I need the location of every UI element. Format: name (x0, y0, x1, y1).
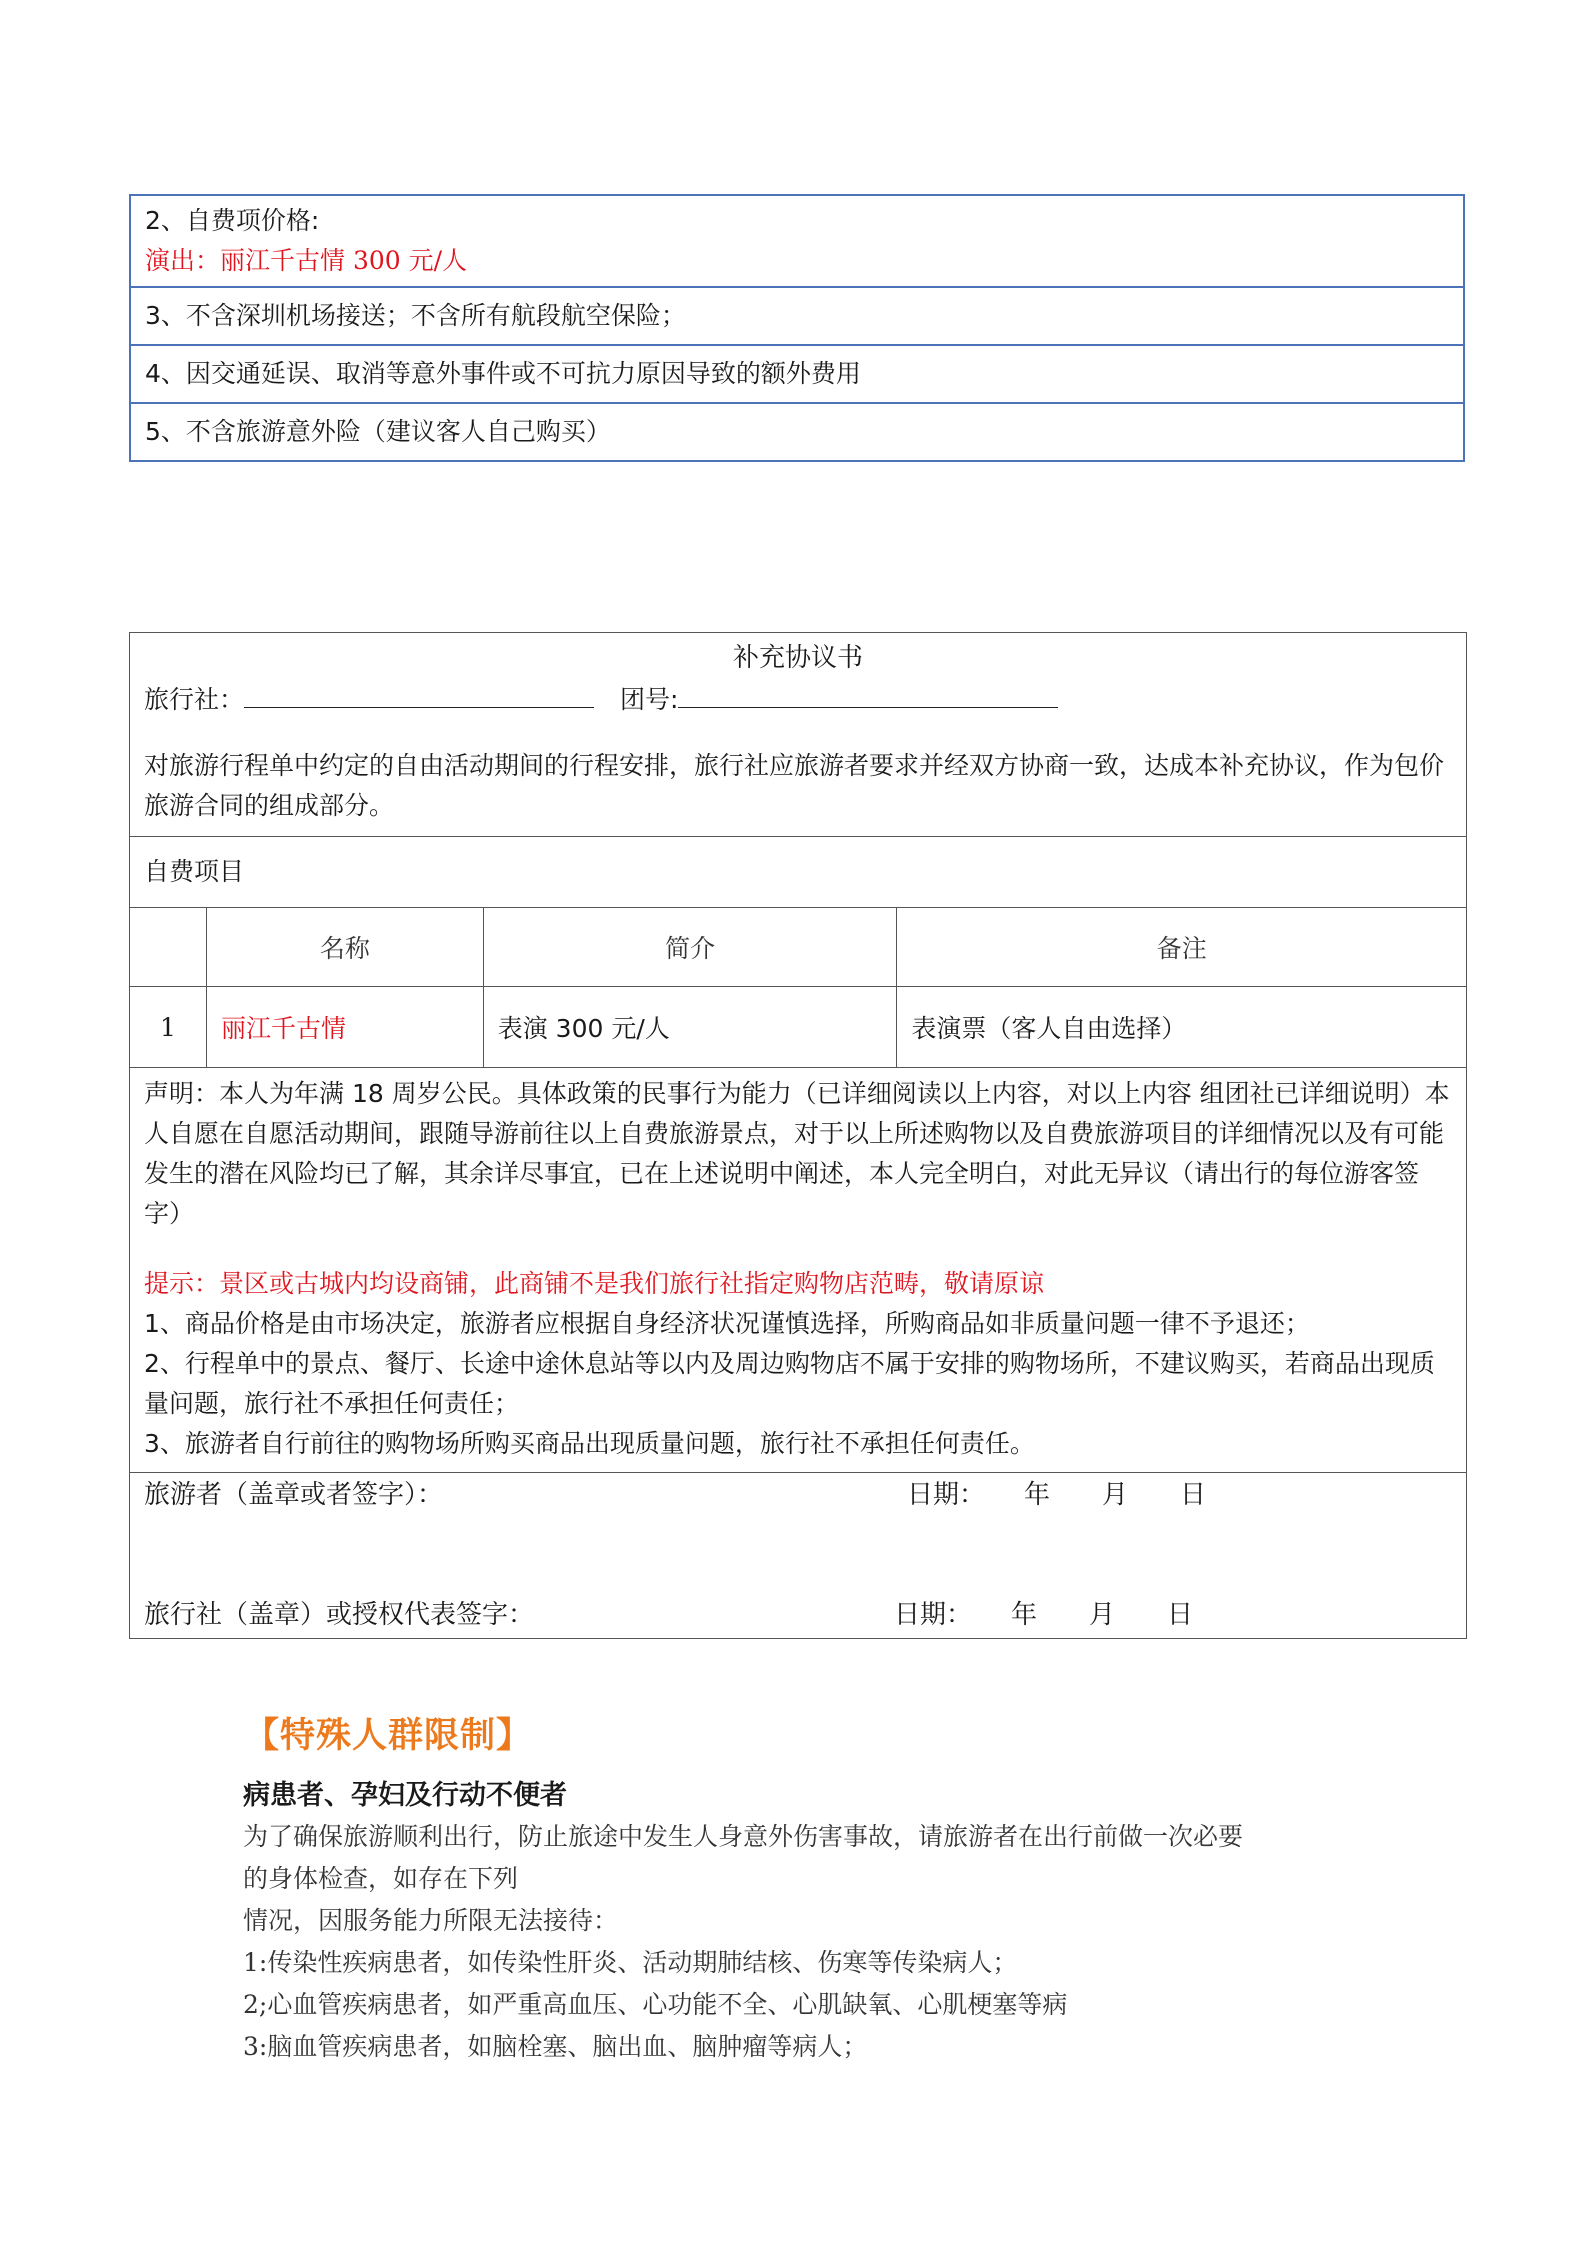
agreement-title: 补充协议书 (732, 643, 863, 673)
exclusion-item-2 (130, 195, 1464, 287)
agreement-fields (144, 679, 1452, 720)
row-intro: 表演 300 元/人 (483, 987, 897, 1068)
tourist-date: 日期： 年 月 日 (907, 1480, 1207, 1510)
special-groups-subtitle: 病患者、孕妇及行动不便者 (243, 1780, 567, 1811)
declaration-cell (130, 1068, 1467, 1473)
note-1: 1、商品价格是由市场决定，旅游者应根据自身经济状况谨慎选择，所购商品如非质量问题一律不予退还； (144, 1309, 1310, 1338)
agreement-header-cell (130, 633, 1467, 837)
column-header-intro: 简介 (483, 908, 897, 987)
agency-label: 旅行社： (144, 685, 245, 714)
signature-cell (130, 1473, 1467, 1639)
shopping-tip: 提示：景区或古城内均设商铺，此商铺不是我们旅行社指定购物店范畴，敬请原谅 (144, 1269, 1045, 1298)
declaration-text: 声明：本人为年满 18 周岁公民。具体政策的民事行为能力（已详细阅读以上内容，对以上内容 组团社已详细说明）本人自愿在自愿活动期间，跟随导游前往以上自费旅游景点，对于以上所述购物以及自费旅游项目的详细情况以及有可能发生的潜在风险均已了解，其余详尽事宜，已在上述说明中阐述，本人完全明白，对此无异议（请出行的每位游客签字） (144, 1079, 1450, 1228)
column-header-name: 名称 (206, 908, 483, 987)
row-name: 丽江千古情 (206, 987, 483, 1068)
special-groups-body (243, 1816, 1403, 2068)
agreement-intro: 对旅游行程单中约定的自由活动期间的行程安排，旅行社应旅游者要求并经双方协商一致，达成本补充协议，作为包价旅游合同的组成部分。 (144, 751, 1445, 820)
note-3: 3、旅游者自行前往的购物场所购买商品出现质量问题，旅行社不承担任何责任。 (144, 1429, 1035, 1458)
exclusion-item-2-detail: 演出：丽江千古情 300 元/人 (145, 246, 468, 275)
supplementary-agreement-table (129, 632, 1467, 1639)
row-number: 1 (130, 987, 207, 1068)
special-line: 的身体检查，如存在下列 (243, 1864, 519, 1893)
note-2: 2、行程单中的景点、餐厅、长途中途休息站等以内及周边购物店不属于安排的购物场所，不建议购买，若商品出现质量问题，旅行社不承担任何责任； (144, 1349, 1435, 1418)
tourist-signature-label: 旅游者（盖章或者签字）： (144, 1480, 444, 1510)
agency-signature-label: 旅行社（盖章）或授权代表签字： (144, 1600, 535, 1630)
exclusions-table (129, 194, 1465, 462)
group-number-label: 团号: (620, 685, 679, 714)
row-remark: 表演票（客人自由选择） (897, 987, 1467, 1068)
special-groups-title: 【特殊人群限制】 (244, 1716, 533, 1756)
table-row (130, 987, 1467, 1068)
agency-date: 日期： 年 月 日 (894, 1600, 1194, 1630)
special-line: 2;心血管疾病患者，如严重高血压、心功能不全、心肌缺氧、心肌梗塞等病 (243, 1990, 1068, 2019)
special-line: 1:传染性疾病患者，如传染性肝炎、活动期肺结核、伤寒等传染病人； (243, 1948, 1018, 1977)
special-line: 情况，因服务能力所限无法接待： (243, 1906, 619, 1935)
exclusion-item-3: 3、不含深圳机场接送；不含所有航段航空保险； (130, 287, 1464, 345)
column-header-remark: 备注 (897, 908, 1467, 987)
exclusion-item-4: 4、因交通延误、取消等意外事件或不可抗力原因导致的额外费用 (130, 345, 1464, 403)
agency-blank-line[interactable] (244, 679, 594, 708)
tourist-signature-row (144, 1475, 1452, 1515)
self-paid-section-label: 自费项目 (130, 837, 1467, 908)
exclusion-item-2-label: 2、自费项价格: (145, 206, 320, 235)
agency-signature-row (144, 1595, 1452, 1635)
group-number-blank-line[interactable] (678, 679, 1058, 708)
special-line: 为了确保旅游顺利出行，防止旅途中发生人身意外伤害事故，请旅游者在出行前做一次必要 (243, 1822, 1244, 1851)
exclusion-item-5: 5、不含旅游意外险（建议客人自己购买） (130, 403, 1464, 461)
column-header-number (130, 908, 207, 987)
special-line: 3:脑血管疾病患者，如脑栓塞、脑出血、脑肿瘤等病人； (243, 2032, 868, 2061)
